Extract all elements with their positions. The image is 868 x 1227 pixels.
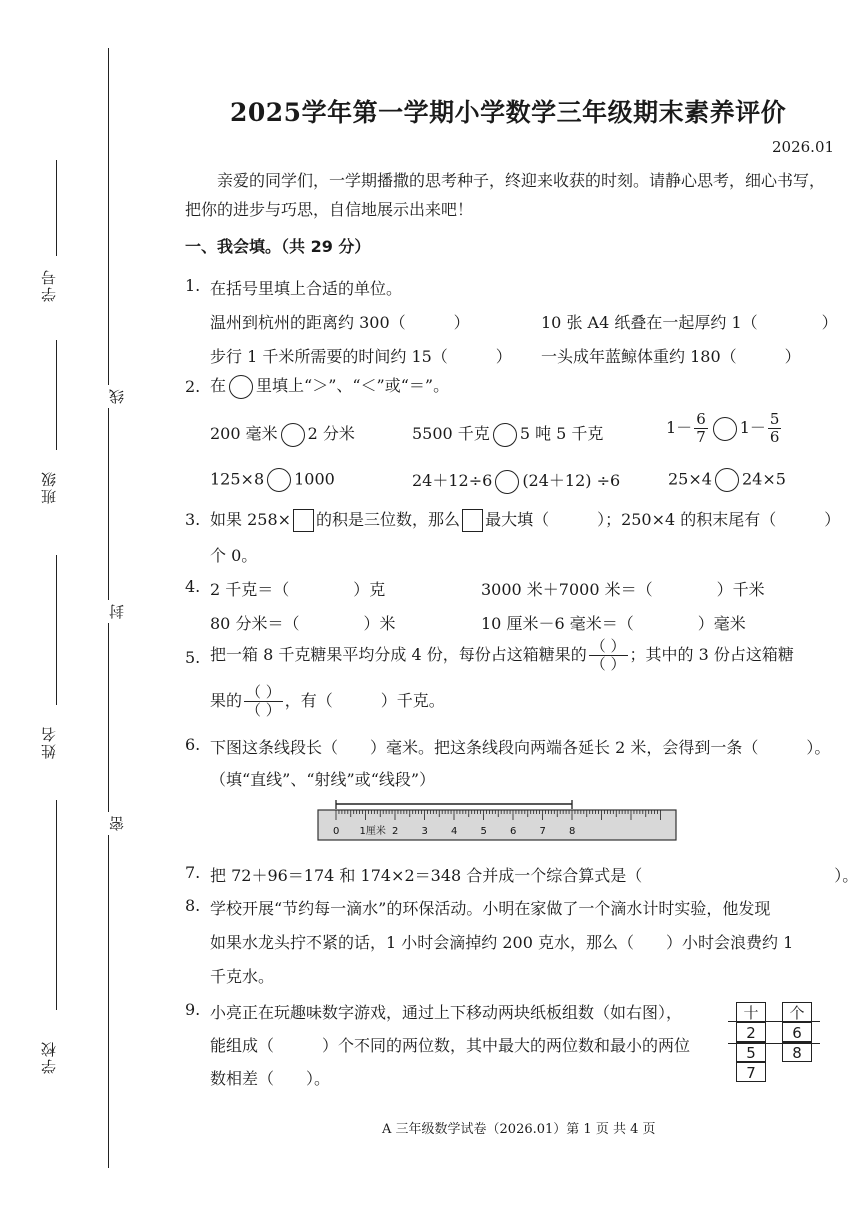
tens-card: 7 [736, 1062, 766, 1082]
tens-card: 5 [736, 1042, 766, 1062]
window-line [728, 1043, 820, 1044]
ruler-figure [316, 800, 678, 844]
class-label: 班级 [40, 470, 58, 504]
school-underline [56, 800, 57, 1010]
q4-number: 4. [185, 577, 201, 596]
fraction-blank[interactable]: $\frac{( )}{( )}$ [246, 683, 281, 719]
q8-line1: 学校开展“节约每一滴水”的环保活动。小明在家做了一个滴水计时实验，他发现 [210, 899, 771, 918]
exam-date: 2026.01 [772, 138, 835, 156]
fraction: $\frac{6}{7}$ [696, 410, 706, 446]
compare-circle[interactable] [281, 423, 305, 447]
q2-stem-b: 里填上“＞”、“＜”或“＝”。 [256, 376, 450, 395]
q2-item: 24＋12÷6 (24＋12) ÷6 [412, 468, 620, 494]
compare-circle[interactable] [713, 417, 737, 441]
q1-stem: 在括号里填上合适的单位。 [210, 279, 403, 298]
page-footer: A 三年级数学试卷（2026.01）第 1 页 共 4 页 [382, 1122, 656, 1137]
ruler-label: 7 [539, 826, 546, 837]
ruler-label: 0 [333, 826, 340, 837]
ruler-label: 3 [421, 826, 428, 837]
name-underline [56, 555, 57, 705]
student-id-label: 学号 [40, 268, 58, 302]
student-id-underline [56, 160, 57, 256]
q5-number: 5. [185, 648, 201, 667]
q9-line3: 数相差（ ）。 [210, 1069, 331, 1088]
compare-circle[interactable] [715, 468, 739, 492]
name-label: 姓名 [40, 725, 58, 759]
q1-number: 1. [185, 276, 201, 295]
window-line [728, 1021, 820, 1022]
ruler-label: 4 [451, 826, 458, 837]
ruler-label: 5 [480, 826, 487, 837]
q2-number: 2. [185, 377, 201, 396]
tens-card: 2 [736, 1022, 766, 1042]
q1-item-a: 温州到杭州的距离约 300（ ） [210, 313, 470, 332]
ones-header: 个 [782, 1002, 812, 1022]
ruler-label: 1厘米 [359, 826, 386, 837]
q1-item-b: 10 张 A4 纸叠在一起厚约 1（ ） [541, 313, 838, 332]
q3-line2: 个 0。 [210, 546, 258, 565]
q9-line1: 小亮正在玩趣味数字游戏，通过上下移动两块纸板组数（如右图）， [210, 1003, 683, 1022]
q2-fraction-item: 1－ $\frac{6}{7}$ 1－ $\frac{5}{6}$ [666, 410, 780, 446]
intro-paragraph: 亲爱的同学们，一学期播撒的思考种子，终迎来收获的时刻。请静心思考，细心书写，把你的进步与巧思，自信地展示出来吧！ [185, 171, 826, 219]
q6-line2: （填“直线”、“射线”或“线段”） [210, 770, 436, 789]
q3-number: 3. [185, 510, 201, 529]
q2-item: 25×4 24×5 [668, 468, 786, 492]
ruler-label: 8 [569, 826, 576, 837]
seal-char-secret: 密 [106, 812, 127, 835]
square-blank[interactable] [293, 509, 314, 532]
tens-header: 十 [736, 1002, 766, 1022]
seal-char-seal: 封 [106, 600, 127, 623]
q8-line2: 如果水龙头拧不紧的话，1 小时会滴掉约 200 克水，那么（ ）小时会浪费约 1 [210, 933, 794, 952]
q8-line3: 千克水。 [210, 967, 275, 986]
q2-stem-a: 在 [210, 376, 227, 395]
section-heading: 一、我会填。（共 29 分） [185, 237, 371, 256]
ruler-label: 2 [392, 826, 399, 837]
ruler-svg [316, 800, 678, 844]
q4-item-b: 3000 米＋7000 米＝（ ）千米 [481, 580, 765, 599]
compare-circle[interactable] [495, 470, 519, 494]
q2-item: 125×8 1000 [210, 468, 335, 492]
class-underline [56, 340, 57, 450]
q7-number: 7. [185, 863, 201, 882]
q4-item-d: 10 厘米－6 毫米＝（ ）毫米 [481, 614, 746, 633]
q9-line2: 能组成（ ）个不同的两位数，其中最大的两位数和最小的两位 [210, 1036, 691, 1055]
circle-blank [229, 375, 253, 399]
compare-circle[interactable] [493, 423, 517, 447]
q3-line1: 如果 258× 的积是三位数，那么 最大填（ ）；250×4 的积末尾有（ ） [210, 507, 840, 532]
fraction-blank[interactable]: $\frac{( )}{( )}$ [590, 637, 626, 673]
q2-item: 200 毫米 2 分米 [210, 421, 355, 447]
q1-item-d: 一头成年蓝鲸体重约 180（ ） [541, 347, 801, 366]
q2-item: 5500 千克 5 吨 5 千克 [412, 421, 603, 447]
q9-number: 9. [185, 1000, 201, 1019]
q5-line2: 果的 $\frac{( )}{( )}$ ，有（ ）千克。 [210, 683, 445, 719]
q5-line1: 把一箱 8 千克糖果平均分成 4 份，每份占这箱糖果的 $\frac{( )}{( )}$ ；其中的 3 份占这箱糖 [210, 637, 794, 673]
exam-title: 2025学年第一学期小学数学三年级期末素养评价 [230, 98, 787, 127]
q7-text: 把 72＋96＝174 和 174×2＝348 合并成一个综合算式是（ ）。 [210, 866, 859, 885]
school-label: 学校 [40, 1040, 58, 1074]
q6-line1: 下图这条线段长（ ）毫米。把这条线段向两端各延长 2 米，会得到一条（ ）。 [210, 738, 831, 757]
fraction: $\frac{5}{6}$ [769, 410, 780, 446]
seal-char-line: 线 [106, 385, 127, 408]
q2-stem [210, 373, 449, 399]
ruler-label: 6 [510, 826, 517, 837]
q1-item-c: 步行 1 千米所需要的时间约 15（ ） [210, 347, 512, 366]
q4-item-a: 2 千克＝（ ）克 [210, 580, 386, 599]
q8-number: 8. [185, 896, 201, 915]
ones-card: 8 [782, 1042, 812, 1062]
q6-number: 6. [185, 735, 201, 754]
q4-item-c: 80 分米＝（ ）米 [210, 614, 396, 633]
compare-circle[interactable] [267, 468, 291, 492]
square-blank[interactable] [462, 509, 483, 532]
ones-card: 6 [782, 1022, 812, 1042]
